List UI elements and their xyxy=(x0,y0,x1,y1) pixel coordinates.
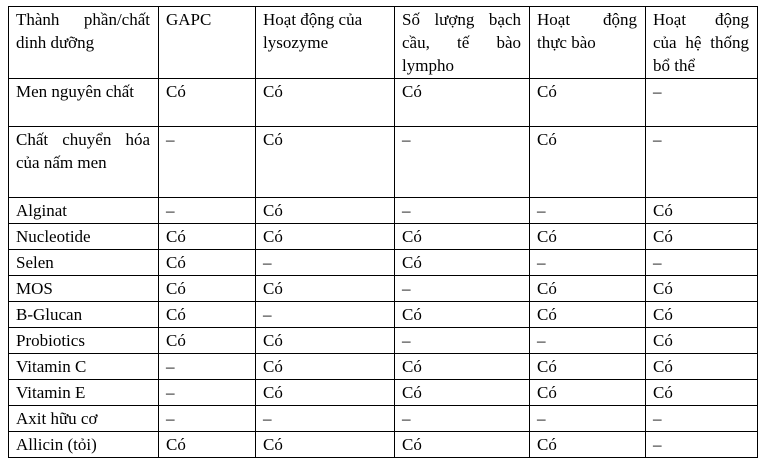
lysozyme-cell: – xyxy=(256,406,395,432)
gapc-cell: Có xyxy=(159,79,256,127)
leukocyte-cell: Có xyxy=(395,380,530,406)
header-complement: Hoạt động của hệ thống bổ thể xyxy=(646,7,758,79)
complement-cell: – xyxy=(646,79,758,127)
table-row xyxy=(9,276,758,302)
complement-cell: Có xyxy=(646,198,758,224)
gapc-cell: – xyxy=(159,127,256,198)
table-row xyxy=(9,127,758,198)
leukocyte-cell: Có xyxy=(395,354,530,380)
table-header-row xyxy=(9,7,758,79)
phagocytosis-cell: – xyxy=(530,250,646,276)
lysozyme-cell: – xyxy=(256,250,395,276)
table-row xyxy=(9,198,758,224)
row-nutrient-cell: Allicin (tỏi) xyxy=(9,432,159,458)
leukocyte-cell: – xyxy=(395,328,530,354)
leukocyte-cell: – xyxy=(395,198,530,224)
lysozyme-cell: Có xyxy=(256,79,395,127)
complement-cell: Có xyxy=(646,328,758,354)
table-row xyxy=(9,380,758,406)
lysozyme-cell: Có xyxy=(256,432,395,458)
complement-cell: – xyxy=(646,406,758,432)
row-nutrient-cell: Alginat xyxy=(9,198,159,224)
complement-cell: Có xyxy=(646,380,758,406)
row-nutrient-cell: Men nguyên chất xyxy=(9,79,159,127)
phagocytosis-cell: Có xyxy=(530,302,646,328)
lysozyme-cell: Có xyxy=(256,276,395,302)
phagocytosis-cell: – xyxy=(530,198,646,224)
row-nutrient-cell: Selen xyxy=(9,250,159,276)
phagocytosis-cell: Có xyxy=(530,79,646,127)
gapc-cell: Có xyxy=(159,302,256,328)
leukocyte-cell: Có xyxy=(395,79,530,127)
table-row xyxy=(9,302,758,328)
phagocytosis-cell: – xyxy=(530,328,646,354)
leukocyte-cell: Có xyxy=(395,302,530,328)
table-row xyxy=(9,328,758,354)
row-nutrient-cell: Nucleotide xyxy=(9,224,159,250)
row-nutrient-cell: Probiotics xyxy=(9,328,159,354)
complement-cell: Có xyxy=(646,276,758,302)
header-gapc: GAPC xyxy=(159,7,256,79)
lysozyme-cell: Có xyxy=(256,224,395,250)
table-row xyxy=(9,250,758,276)
gapc-cell: Có xyxy=(159,276,256,302)
lysozyme-cell: Có xyxy=(256,354,395,380)
complement-cell: Có xyxy=(646,354,758,380)
gapc-cell: – xyxy=(159,380,256,406)
gapc-cell: – xyxy=(159,354,256,380)
row-nutrient-cell: Vitamin C xyxy=(9,354,159,380)
phagocytosis-cell: Có xyxy=(530,380,646,406)
header-leukocyte: Số lượng bạch cầu, tế bào lympho xyxy=(395,7,530,79)
header-nutrient: Thành phần/chất dinh dưỡng xyxy=(9,7,159,79)
gapc-cell: – xyxy=(159,198,256,224)
lysozyme-cell: Có xyxy=(256,380,395,406)
phagocytosis-cell: Có xyxy=(530,432,646,458)
complement-cell: Có xyxy=(646,224,758,250)
leukocyte-cell: Có xyxy=(395,432,530,458)
leukocyte-cell: Có xyxy=(395,224,530,250)
phagocytosis-cell: Có xyxy=(530,276,646,302)
complement-cell: – xyxy=(646,127,758,198)
gapc-cell: Có xyxy=(159,224,256,250)
lysozyme-cell: Có xyxy=(256,198,395,224)
nutrition-immunity-table xyxy=(8,6,758,458)
lysozyme-cell: Có xyxy=(256,328,395,354)
gapc-cell: Có xyxy=(159,250,256,276)
row-nutrient-cell: Axit hữu cơ xyxy=(9,406,159,432)
row-nutrient-cell: MOS xyxy=(9,276,159,302)
phagocytosis-cell: Có xyxy=(530,127,646,198)
table-row xyxy=(9,354,758,380)
leukocyte-cell: – xyxy=(395,406,530,432)
table-row xyxy=(9,79,758,127)
phagocytosis-cell: – xyxy=(530,406,646,432)
phagocytosis-cell: Có xyxy=(530,224,646,250)
lysozyme-cell: Có xyxy=(256,127,395,198)
leukocyte-cell: – xyxy=(395,127,530,198)
leukocyte-cell: Có xyxy=(395,250,530,276)
complement-cell: – xyxy=(646,432,758,458)
lysozyme-cell: – xyxy=(256,302,395,328)
row-nutrient-cell: Vitamin E xyxy=(9,380,159,406)
phagocytosis-cell: Có xyxy=(530,354,646,380)
table-row xyxy=(9,224,758,250)
table-row xyxy=(9,406,758,432)
gapc-cell: – xyxy=(159,406,256,432)
header-phagocytosis: Hoạt động thực bào xyxy=(530,7,646,79)
complement-cell: – xyxy=(646,250,758,276)
gapc-cell: Có xyxy=(159,328,256,354)
row-nutrient-cell: B-Glucan xyxy=(9,302,159,328)
row-nutrient-cell: Chất chuyển hóa của nấm men xyxy=(9,127,159,198)
gapc-cell: Có xyxy=(159,432,256,458)
leukocyte-cell: – xyxy=(395,276,530,302)
complement-cell: Có xyxy=(646,302,758,328)
header-lysozyme: Hoạt động của lysozyme xyxy=(256,7,395,79)
